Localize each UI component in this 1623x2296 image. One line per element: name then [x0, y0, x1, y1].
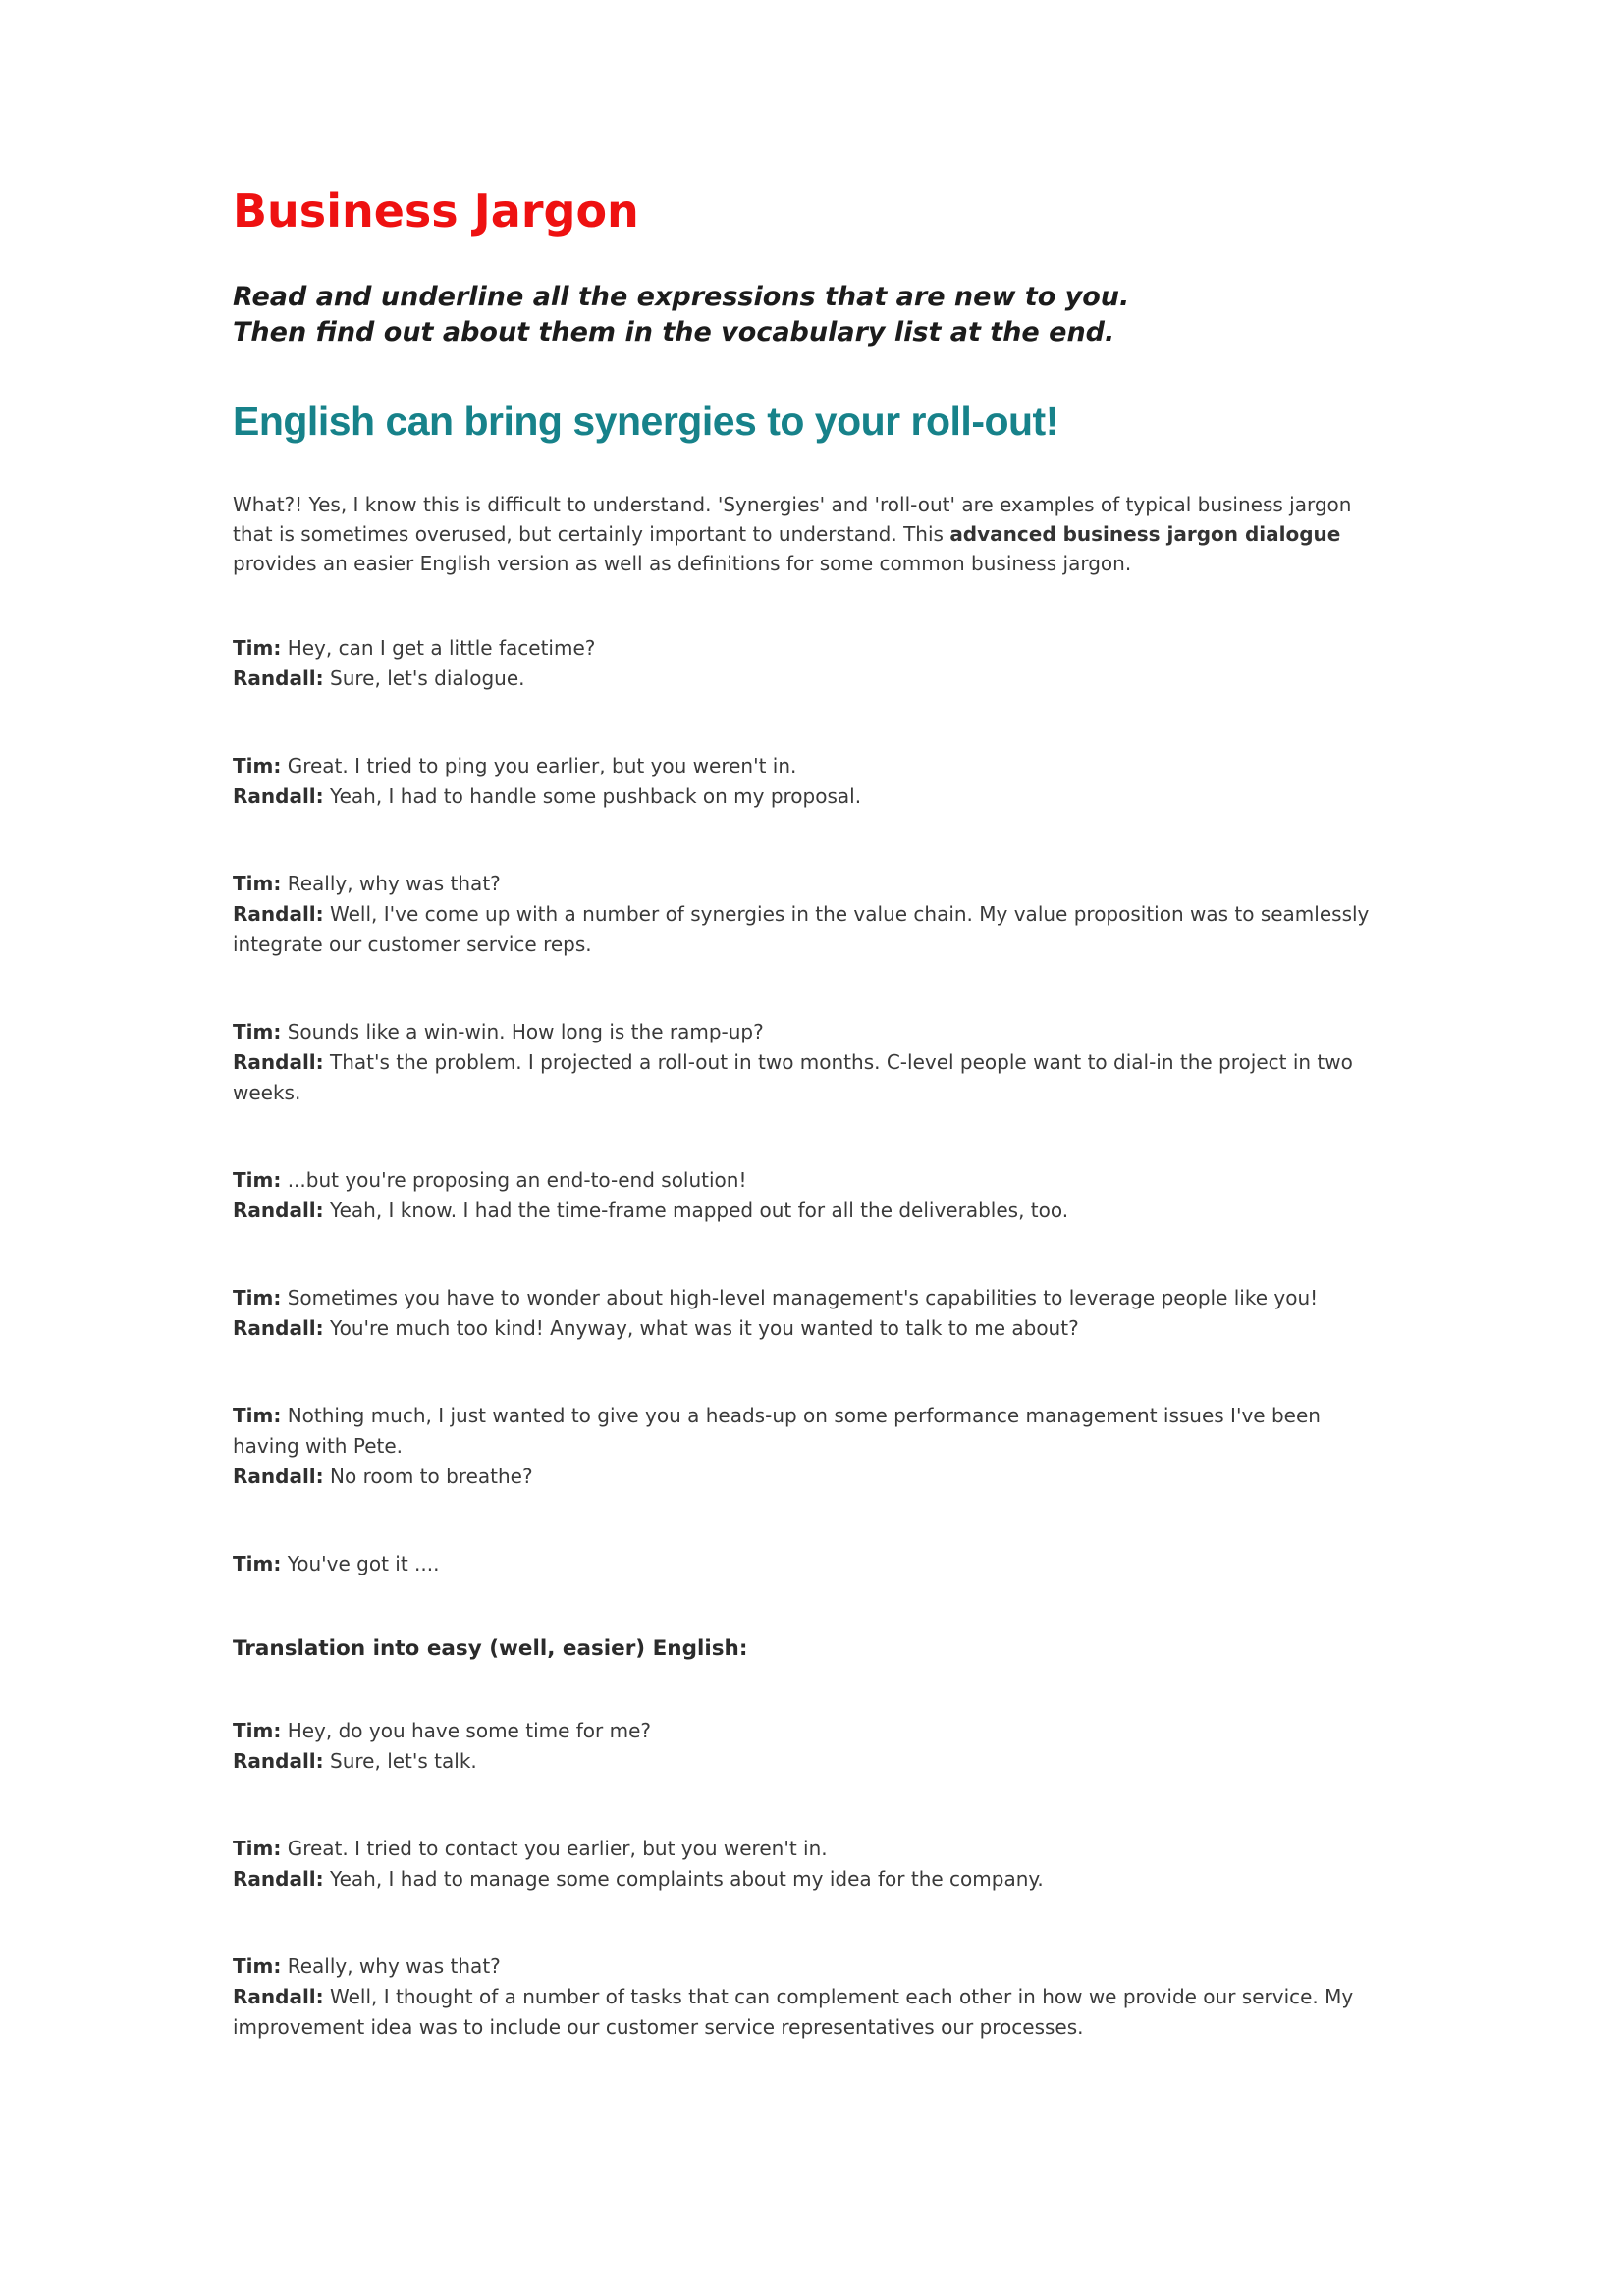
speaker-label: Randall:: [233, 1867, 324, 1892]
speaker-label: Tim:: [233, 636, 282, 661]
dialogue-text: Well, I thought of a number of tasks that can complement each other in how we provide our service. My improvement idea was to include our customer service representatives our processes.: [233, 1985, 1354, 2040]
dialogue-line: [233, 1313, 1378, 1344]
instruction-line: Read and underline all the expressions that are new to you.: [233, 281, 1130, 312]
translation-heading: Translation into easy (well, easier) English:: [233, 1636, 748, 1662]
instruction-line: Then find out about them in the vocabulary list at the end.: [233, 317, 1115, 348]
dialogue-text: Yeah, I had to manage some complaints about my idea for the company.: [330, 1867, 1044, 1892]
dialogue-line: [233, 1196, 1378, 1226]
dialogue-text: No room to breathe?: [330, 1465, 533, 1489]
dialogue-line: [233, 1047, 1378, 1108]
advanced-dialogue-section: [233, 633, 1378, 1579]
dialogue-text: Hey, do you have some time for me?: [287, 1719, 652, 1743]
dialogue-exchange: [233, 1834, 1378, 1895]
speaker-label: Randall:: [233, 1749, 324, 1774]
dialogue-text: Sure, let's dialogue.: [330, 667, 525, 691]
speaker-label: Randall:: [233, 1199, 324, 1223]
intro-bold-phrase: advanced business jargon dialogue: [949, 522, 1341, 547]
speaker-label: Randall:: [233, 1050, 324, 1075]
dialogue-exchange: [233, 869, 1378, 960]
dialogue-line: [233, 1834, 1378, 1864]
dialogue-line: [233, 1951, 1378, 1982]
speaker-label: Tim:: [233, 1719, 282, 1743]
dialogue-line: [233, 1549, 1378, 1579]
speaker-label: Tim:: [233, 872, 282, 896]
dialogue-text: Well, I've come up with a number of synergies in the value chain. My value proposition was to seamlessly integrate our customer service reps.: [233, 902, 1370, 957]
dialogue-text: Really, why was that?: [287, 1954, 501, 1979]
dialogue-exchange: [233, 1549, 1378, 1579]
dialogue-exchange: [233, 1017, 1378, 1108]
dialogue-text: Yeah, I had to handle some pushback on my proposal.: [330, 784, 862, 809]
intro-text-part2: provides an easier English version as well as definitions for some common business jargon.: [233, 552, 1132, 576]
dialogue-text: Great. I tried to contact you earlier, but you weren't in.: [287, 1837, 828, 1861]
dialogue-line: [233, 1017, 1378, 1047]
dialogue-line: [233, 899, 1378, 960]
dialogue-line: [233, 869, 1378, 899]
dialogue-line: [233, 1462, 1378, 1492]
dialogue-line: [233, 664, 1378, 694]
dialogue-exchange: [233, 1401, 1378, 1492]
speaker-label: Randall:: [233, 1316, 324, 1341]
page-title: Business Jargon: [233, 185, 639, 238]
dialogue-exchange: [233, 1165, 1378, 1226]
dialogue-text: Nothing much, I just wanted to give you a heads-up on some performance management issues I've been having with Pete.: [233, 1404, 1321, 1459]
speaker-label: Tim:: [233, 1020, 282, 1044]
article-heading: English can bring synergies to your roll-out!: [233, 399, 1058, 445]
speaker-label: Tim:: [233, 1404, 282, 1428]
dialogue-exchange: [233, 1716, 1378, 1777]
dialogue-line: [233, 1283, 1378, 1313]
dialogue-text: Sounds like a win-win. How long is the ramp-up?: [287, 1020, 764, 1044]
speaker-label: Tim:: [233, 1286, 282, 1310]
dialogue-text: Sure, let's talk.: [330, 1749, 477, 1774]
dialogue-text: Hey, can I get a little facetime?: [287, 636, 596, 661]
dialogue-line: [233, 1982, 1378, 2043]
dialogue-text: You've got it ....: [287, 1552, 440, 1576]
easy-dialogue-section: [233, 1716, 1378, 2043]
intro-paragraph: [233, 490, 1378, 578]
dialogue-exchange: [233, 751, 1378, 812]
dialogue-exchange: [233, 1283, 1378, 1344]
dialogue-exchange: [233, 633, 1378, 694]
speaker-label: Tim:: [233, 1954, 282, 1979]
dialogue-text: Yeah, I know. I had the time-frame mapped out for all the deliverables, too.: [330, 1199, 1069, 1223]
dialogue-exchange: [233, 1951, 1378, 2043]
dialogue-text: Great. I tried to ping you earlier, but you weren't in.: [287, 754, 797, 778]
speaker-label: Tim:: [233, 1168, 282, 1193]
speaker-label: Randall:: [233, 1985, 324, 2009]
dialogue-text: ...but you're proposing an end-to-end solution!: [287, 1168, 747, 1193]
speaker-label: Tim:: [233, 1837, 282, 1861]
dialogue-line: [233, 751, 1378, 781]
speaker-label: Tim:: [233, 754, 282, 778]
speaker-label: Randall:: [233, 902, 324, 927]
dialogue-text: Really, why was that?: [287, 872, 501, 896]
speaker-label: Tim:: [233, 1552, 282, 1576]
dialogue-line: [233, 781, 1378, 812]
speaker-label: Randall:: [233, 1465, 324, 1489]
instruction-text: [233, 280, 1378, 351]
intro-text-part1: What?! Yes, I know this is difficult to understand. 'Synergies' and 'roll-out' are examples of typical business jargon that is sometimes overused, but certainly important to understand. This: [233, 493, 1352, 547]
dialogue-text: You're much too kind! Anyway, what was it you wanted to talk to me about?: [330, 1316, 1079, 1341]
dialogue-text: That's the problem. I projected a roll-out in two months. C-level people want to dial-in the project in two weeks.: [233, 1050, 1353, 1105]
dialogue-line: [233, 1165, 1378, 1196]
dialogue-line: [233, 1401, 1378, 1462]
speaker-label: Randall:: [233, 784, 324, 809]
dialogue-text: Sometimes you have to wonder about high-level management's capabilities to leverage people like you!: [287, 1286, 1319, 1310]
dialogue-line: [233, 1864, 1378, 1895]
speaker-label: Randall:: [233, 667, 324, 691]
dialogue-line: [233, 1746, 1378, 1777]
dialogue-line: [233, 1716, 1378, 1746]
dialogue-line: [233, 633, 1378, 664]
